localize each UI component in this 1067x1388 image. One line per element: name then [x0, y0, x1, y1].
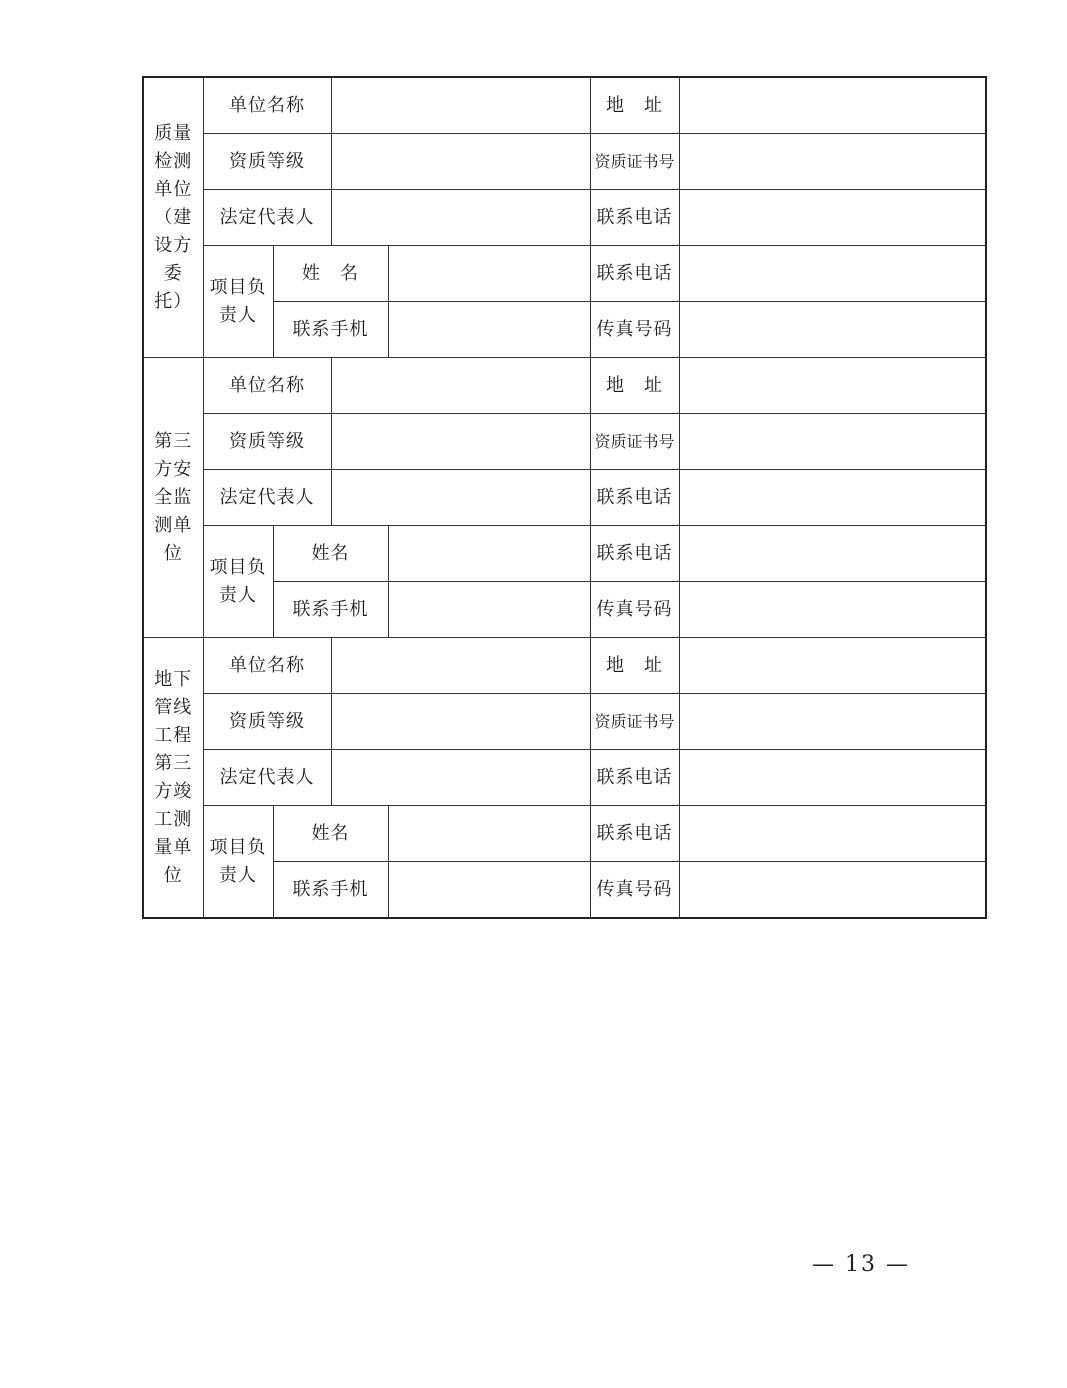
- section-1-fax-label: 传真号码: [590, 302, 679, 358]
- section-1-qualification-label: 资质等级: [203, 134, 331, 190]
- section-2-qualification-value[interactable]: [331, 414, 590, 470]
- section-2-legal-rep-value[interactable]: [331, 470, 590, 526]
- section-3-cert-no-label: 资质证书号: [590, 694, 679, 750]
- section-3-address-label: 地 址: [590, 638, 679, 694]
- section-1-phone-label: 联系电话: [590, 190, 679, 246]
- section-3-row-lead-name: [143, 806, 986, 862]
- section-3-unit-name-value[interactable]: [331, 638, 590, 694]
- section-2-legal-rep-label: 法定代表人: [203, 470, 331, 526]
- section-2-fax-value[interactable]: [679, 582, 986, 638]
- section-1-row-legal-rep: [143, 190, 986, 246]
- section-3-legal-rep-label: 法定代表人: [203, 750, 331, 806]
- section-3-phone-value[interactable]: [679, 750, 986, 806]
- unit-info-table: [142, 76, 987, 919]
- section-2-cert-no-value[interactable]: [679, 414, 986, 470]
- section-3-unit-name-label: 单位名称: [203, 638, 331, 694]
- section-1-cert-no-label: 资质证书号: [590, 134, 679, 190]
- section-1-name-value[interactable]: [388, 246, 590, 302]
- section-1-address-label: 地 址: [590, 77, 679, 134]
- section-1-title: 质量检测单位（建设方委托）: [143, 77, 203, 358]
- section-3-mobile-label: 联系手机: [273, 862, 388, 919]
- section-2-row-legal-rep: [143, 470, 986, 526]
- section-2-phone-value[interactable]: [679, 470, 986, 526]
- section-1-address-value[interactable]: [679, 77, 986, 134]
- section-3-name-value[interactable]: [388, 806, 590, 862]
- section-1-mobile-label: 联系手机: [273, 302, 388, 358]
- section-2-mobile-label: 联系手机: [273, 582, 388, 638]
- section-2-title: 第三方安全监测单位: [143, 358, 203, 638]
- section-2-address-value[interactable]: [679, 358, 986, 414]
- section-3-qualification-value[interactable]: [331, 694, 590, 750]
- section-3-fax-value[interactable]: [679, 862, 986, 919]
- section-3-phone-label: 联系电话: [590, 750, 679, 806]
- section-1-project-lead-label: 项目负责人: [203, 246, 273, 358]
- section-3-title: 地下管线工程第三方竣工测量单位: [143, 638, 203, 919]
- section-2-mobile-value[interactable]: [388, 582, 590, 638]
- section-1-row-qualification: [143, 134, 986, 190]
- section-1-name-label: 姓 名: [273, 246, 388, 302]
- section-3-legal-rep-value[interactable]: [331, 750, 590, 806]
- section-3-qualification-label: 资质等级: [203, 694, 331, 750]
- page-number: — 13 —: [812, 1252, 910, 1277]
- section-2-row-unit-name: [143, 358, 986, 414]
- section-3-row-legal-rep: [143, 750, 986, 806]
- section-1-unit-name-value[interactable]: [331, 77, 590, 134]
- section-1-row-unit-name: [143, 77, 986, 134]
- section-2-row-lead-name: [143, 526, 986, 582]
- section-1-mobile-value[interactable]: [388, 302, 590, 358]
- section-3-project-lead-label: 项目负责人: [203, 806, 273, 919]
- section-1-phone-value[interactable]: [679, 190, 986, 246]
- section-1-legal-rep-value[interactable]: [331, 190, 590, 246]
- section-1-qualification-value[interactable]: [331, 134, 590, 190]
- section-3-fax-label: 传真号码: [590, 862, 679, 919]
- section-1-fax-value[interactable]: [679, 302, 986, 358]
- section-2-unit-name-label: 单位名称: [203, 358, 331, 414]
- section-2-phone-label: 联系电话: [590, 470, 679, 526]
- section-1-cert-no-value[interactable]: [679, 134, 986, 190]
- section-1-legal-rep-label: 法定代表人: [203, 190, 331, 246]
- section-3-lead-phone-label: 联系电话: [590, 806, 679, 862]
- section-3-row-qualification: [143, 694, 986, 750]
- section-2-unit-name-value[interactable]: [331, 358, 590, 414]
- section-3-row-unit-name: [143, 638, 986, 694]
- section-3-name-label: 姓名: [273, 806, 388, 862]
- section-2-lead-phone-label: 联系电话: [590, 526, 679, 582]
- section-1-lead-phone-label: 联系电话: [590, 246, 679, 302]
- section-2-fax-label: 传真号码: [590, 582, 679, 638]
- section-1-lead-phone-value[interactable]: [679, 246, 986, 302]
- section-2-address-label: 地 址: [590, 358, 679, 414]
- section-1-unit-name-label: 单位名称: [203, 77, 331, 134]
- section-2-name-value[interactable]: [388, 526, 590, 582]
- section-2-name-label: 姓名: [273, 526, 388, 582]
- section-3-address-value[interactable]: [679, 638, 986, 694]
- section-2-row-qualification: [143, 414, 986, 470]
- section-2-lead-phone-value[interactable]: [679, 526, 986, 582]
- section-2-cert-no-label: 资质证书号: [590, 414, 679, 470]
- section-3-lead-phone-value[interactable]: [679, 806, 986, 862]
- section-3-cert-no-value[interactable]: [679, 694, 986, 750]
- section-2-project-lead-label: 项目负责人: [203, 526, 273, 638]
- section-1-row-lead-name: [143, 246, 986, 302]
- section-2-qualification-label: 资质等级: [203, 414, 331, 470]
- section-3-mobile-value[interactable]: [388, 862, 590, 919]
